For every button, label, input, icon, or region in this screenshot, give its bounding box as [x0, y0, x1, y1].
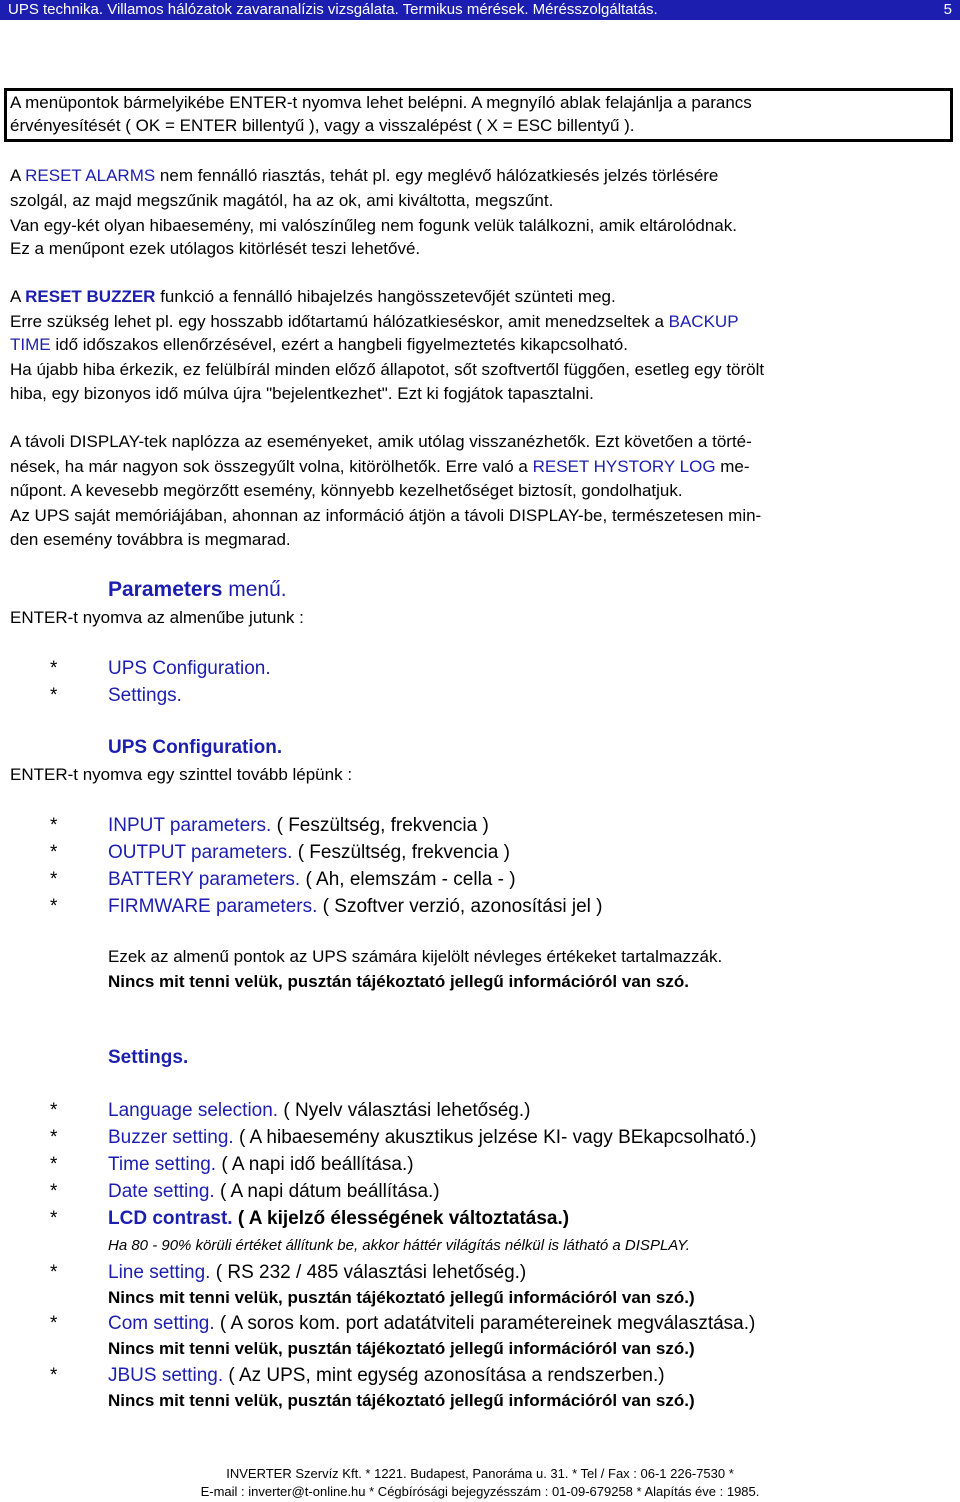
item-desc: ( A napi dátum beállítása.) [214, 1181, 440, 1202]
config-item-firmware [108, 895, 603, 919]
item-term: BATTERY parameters. [108, 869, 301, 890]
bullet: * [50, 1100, 58, 1121]
text: idő időszakos ellenőrzésével, ezért a hangbeli figyelmeztetés kikapcsolható. [50, 335, 628, 354]
text: me- [715, 457, 750, 476]
display-line-5: den esemény továbbra is megmarad. [10, 530, 291, 549]
info-note: Nincs mit tenni velük, pusztán tájékoztató jellegű információról van szó.) [108, 1391, 695, 1410]
bullet: * [50, 896, 58, 917]
bullet: * [50, 815, 58, 836]
display-line-1: A távoli DISPLAY-tek naplózza az eseményeket, amik utólag visszanézhetők. Ezt követően a törté- [10, 432, 752, 451]
bullet: * [50, 842, 58, 863]
display-line-4: Az UPS saját memóriájában, ahonnan az információ átjön a távoli DISPLAY-be, természetesen min- [10, 506, 762, 525]
bullet: * [50, 1208, 58, 1229]
text: nések, ha már nagyon sok összegyűlt volna, kitörölhetők. Erre való a [10, 457, 533, 476]
item-desc: ( Feszültség, frekvencia ) [271, 815, 489, 836]
page-number: 5 [943, 1, 952, 18]
item-term: Date setting. [108, 1181, 215, 1202]
display-line-2 [10, 457, 750, 477]
bullet: * [50, 1262, 58, 1283]
config-item-output [108, 841, 510, 865]
bullet: * [50, 1365, 58, 1386]
notice-line-2: érvényesítését ( OK = ENTER billentyű ), vagy a visszalépést ( X = ESC billentyű ). [10, 116, 635, 135]
item-desc: ( A soros kom. port adatátviteli paramétereinek megválasztása.) [214, 1313, 756, 1334]
config-note-1: Ezek az almenű pontok az UPS számára kijelölt névleges értékeket tartalmazzák. [108, 947, 723, 966]
reset-alarms-line-2: szolgál, az majd megszűnik magától, ha az ok, ami kiváltotta, megszűnt. [10, 191, 554, 210]
settings-item-language [108, 1099, 530, 1123]
config-item-battery [108, 868, 516, 892]
item-desc: ( Nyelv választási lehetőség.) [278, 1100, 531, 1121]
settings-item-com [108, 1312, 755, 1336]
item-term: Language selection. [108, 1100, 279, 1121]
reset-buzzer-term: RESET BUZZER [25, 287, 156, 306]
footer-line-2: E-mail : inverter@t-online.hu * Cégbírósági bejegyzésszám : 01-09-679258 * Alapítás éve : 1985. [200, 1484, 760, 1499]
item-term: Line setting. [108, 1262, 211, 1283]
time-term: TIME [10, 335, 51, 354]
info-note: Nincs mit tenni velük, pusztán tájékoztató jellegű információról van szó.) [108, 1288, 695, 1307]
text: nem fennálló riasztás, tehát pl. egy meglévő hálózatkiesés jelzés törlésére [155, 166, 719, 185]
parameters-heading [108, 577, 287, 603]
settings-item-jbus [108, 1364, 665, 1388]
reset-history-log-term: RESET HYSTORY LOG [532, 457, 716, 476]
item-desc: ( Feszültség, frekvencia ) [292, 842, 510, 863]
config-note-2: Nincs mit tenni velük, pusztán tájékoztató jellegű információról van szó. [108, 972, 689, 991]
menu-item-settings: Settings. [108, 685, 182, 706]
menu-item-ups-configuration: UPS Configuration. [108, 658, 271, 679]
text: Erre szükség lehet pl. egy hosszabb időtartamú hálózatkieséskor, amit menedzseltek a [10, 312, 669, 331]
reset-buzzer-line-1 [10, 287, 616, 307]
item-term: FIRMWARE parameters. [108, 896, 318, 917]
item-desc: ( A napi idő beállítása.) [216, 1154, 414, 1175]
settings-item-lcd-contrast [108, 1207, 569, 1231]
info-note: Nincs mit tenni velük, pusztán tájékoztató jellegű információról van szó.) [108, 1339, 695, 1358]
lcd-note: Ha 80 - 90% körüli értéket állítunk be, akkor háttér világítás nélkül is látható a DISPLAY. [108, 1237, 690, 1254]
bullet: * [50, 869, 58, 890]
bullet: * [50, 1181, 58, 1202]
settings-item-time [108, 1153, 414, 1177]
item-term: INPUT parameters. [108, 815, 272, 836]
item-desc: ( RS 232 / 485 választási lehetőség.) [210, 1262, 527, 1283]
item-desc: ( A hibaesemény akusztikus jelzése KI- vagy BEkapcsolható.) [233, 1127, 757, 1148]
bullet: * [50, 1154, 58, 1175]
ups-config-intro: ENTER-t nyomva egy szinttel tovább lépünk : [10, 765, 353, 784]
item-desc: ( Ah, elemszám - cella - ) [300, 869, 516, 890]
config-item-input [108, 814, 489, 838]
item-desc: ( Az UPS, mint egység azonosítása a rendszerben.) [223, 1365, 665, 1386]
reset-alarms-line-3: Van egy-két olyan hibaesemény, mi valószínűleg nem fogunk velük találkozni, amik eltárolódnak. [10, 216, 737, 235]
parameters-intro: ENTER-t nyomva az almenűbe jutunk : [10, 608, 304, 627]
settings-item-date [108, 1180, 440, 1204]
item-term: Com setting. [108, 1313, 215, 1334]
settings-heading: Settings. [108, 1047, 189, 1068]
bullet: * [50, 658, 58, 679]
settings-item-buzzer [108, 1126, 756, 1150]
text: funkció a fennálló hibajelzés hangösszetevőjét szünteti meg. [155, 287, 616, 306]
display-line-3: nűpont. A kevesebb megörzőtt esemény, könnyebb kezelhetőséget biztosít, gondolhatjuk. [10, 481, 683, 500]
notice-line-1: A menüpontok bármelyikébe ENTER-t nyomva lehet belépni. A megnyíló ablak felajánlja a parancs [10, 93, 752, 112]
page-header [0, 0, 960, 20]
reset-alarms-term: RESET ALARMS [25, 166, 156, 185]
item-desc: ( Szoftver verzió, azonosítási jel ) [317, 896, 603, 917]
ups-config-heading: UPS Configuration. [108, 737, 283, 758]
parameters-heading-rest: menű. [222, 578, 287, 601]
backup-term: BACKUP [668, 312, 739, 331]
text: A [10, 166, 26, 185]
reset-buzzer-line-5: hiba, egy bizonyos idő múlva újra "bejelentkezhet". Ezt ki fogjátok tapasztalni. [10, 384, 594, 403]
parameters-heading-bold: Parameters [108, 578, 223, 601]
item-term: JBUS setting. [108, 1365, 224, 1386]
item-term: OUTPUT parameters. [108, 842, 293, 863]
reset-buzzer-line-3 [10, 335, 628, 355]
bullet: * [50, 1127, 58, 1148]
bullet: * [50, 1313, 58, 1334]
header-title: UPS technika. Villamos hálózatok zavaranalízis vizsgálata. Termikus mérések. Mérésszolgáltatás. [8, 1, 658, 18]
bullet: * [50, 685, 58, 706]
item-term: Time setting. [108, 1154, 217, 1175]
text: A [10, 287, 26, 306]
settings-item-line [108, 1261, 526, 1285]
reset-buzzer-line-2 [10, 312, 739, 332]
reset-buzzer-line-4: Ha újabb hiba érkezik, ez felülbírál minden előző állapotot, sőt szoftvertől függően, esetleg egy törölt [10, 360, 765, 379]
item-desc: ( A kijelző élességének változtatása.) [232, 1208, 570, 1229]
item-term: LCD contrast. [108, 1208, 233, 1229]
reset-alarms-line-4: Ez a menűpont ezek utólagos kitörlését teszi lehetővé. [10, 239, 421, 258]
item-term: Buzzer setting. [108, 1127, 234, 1148]
footer-line-1: INVERTER Szervíz Kft. * 1221. Budapest, Panoráma u. 31. * Tel / Fax : 06-1 226-7530 * [226, 1466, 734, 1481]
reset-alarms-line-1 [10, 166, 718, 186]
